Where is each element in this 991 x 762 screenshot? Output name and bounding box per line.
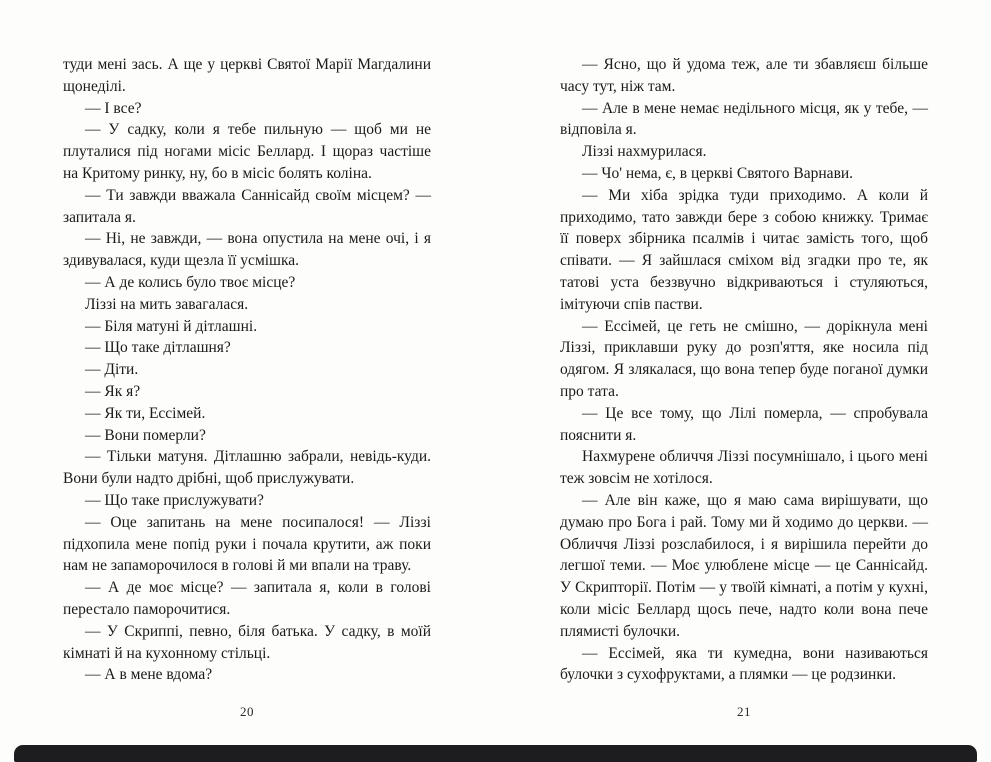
paragraph: — А де моє місце? — запитала я, коли в голові перестало паморочитися.: [63, 579, 431, 618]
paragraph: — Це все тому, що Лілі померла, — спробувала пояснити я.: [560, 404, 928, 444]
right-page-number: 21: [737, 704, 751, 719]
left-page-text: [63, 54, 431, 686]
left-page-number: 20: [240, 704, 254, 719]
right-page-text: [560, 54, 928, 686]
paragraph: — Як я?: [85, 382, 141, 400]
paragraph: — Оце запитань на мене посипалося! — Ліззі підхопила мене попід руки і почала крутити, аж поки нам не запаморочилося в голові й ми впали на траву.: [63, 513, 431, 575]
paragraph: — Що таке прислужувати?: [85, 491, 264, 509]
paragraph: — Але в мене немає недільного місця, як у тебе, — відповіла я.: [560, 99, 928, 139]
paragraph: — Тільки матуня. Дітлашню забрали, невідь-куди. Вони були надто дрібні, щоб прислужувати.: [63, 448, 431, 488]
paragraph: — А в мене вдома?: [85, 666, 213, 684]
paragraph: — Ясно, що й удома теж, але ти збавляєш більше часу тут, ніж там.: [560, 56, 928, 95]
paragraph: — У Скриппі, певно, біля батька. У садку, в моїй кімнаті й на кухонному стільці.: [63, 622, 431, 662]
paragraph: — І все?: [85, 99, 142, 117]
bottom-taskbar[interactable]: [14, 745, 977, 762]
paragraph: — Що таке дітлашня?: [85, 339, 231, 357]
left-page: [63, 54, 431, 686]
paragraph: — Діти.: [85, 361, 139, 379]
paragraph: — Як ти, Ессімей.: [85, 404, 206, 422]
paragraph: — А де колись було твоє місце?: [85, 273, 296, 291]
paragraph: — Ессімей, яка ти кумедна, вони називаються булочки з сухофруктами, а плямки — це родзинки.: [560, 644, 928, 684]
paragraph: Ліззі на мить завагалася.: [85, 295, 249, 313]
paragraph: — Ессімей, це геть не смішно, — дорікнула мені Ліззі, приклавши руку до розп'яття, яке носила під одягом. Я злякалася, що вона тепер буде поганої думки про тата.: [560, 317, 928, 400]
paragraph: — Але він каже, що я маю сама вирішувати, що думаю про Бога і рай. Тому ми й ходимо до церкви. — Обличчя Ліззі розслабилося, і я вирішила перейти до легшої теми. — Моє улюблене місце — це Саннісайд. У Скрипторії. Потім — у твоїй кімнаті, а потім у кухні, коли місіс Беллард щось пече, надто коли вона пече плямисті булочки.: [560, 491, 928, 640]
paragraph: туди мені зась. А ще у церкві Святої Марії Магдалини щонеділі.: [63, 56, 431, 95]
paragraph: Ліззі нахмурилася.: [582, 143, 707, 161]
paragraph: — Чо' нема, є, в церкві Святого Варнави.: [582, 164, 854, 182]
paragraph: — Ти завжди вважала Саннісайд своїм місцем? — запитала я.: [63, 186, 431, 226]
paragraph: — Біля матуні й дітлашні.: [85, 317, 258, 335]
right-page: [560, 54, 928, 686]
paragraph: — Ні, не завжди, — вона опустила на мене очі, і я здивувалася, куди щезла її усмішка.: [63, 230, 431, 270]
paragraph: — Вони померли?: [85, 426, 206, 444]
paragraph: — Ми хіба зрідка туди приходимо. А коли й приходимо, тато завжди бере з собою книжку. Тримає її поверх збірника псалмів і читає замість того, щоб співати. — Я зайшлася сміхом від згадки про те, як татові уста беззвучно відкриваються і стуляються, імітуючи спів пастви.: [560, 186, 928, 313]
paragraph: — У садку, коли я тебе пильную — щоб ми не плуталися під ногами місіс Беллард. І щораз частіше на Критому ринку, ну, бо в місіс болять коліна.: [63, 121, 431, 182]
paragraph: Нахмурене обличчя Ліззі посумнішало, і цього мені теж зовсім не хотілося.: [560, 448, 928, 488]
